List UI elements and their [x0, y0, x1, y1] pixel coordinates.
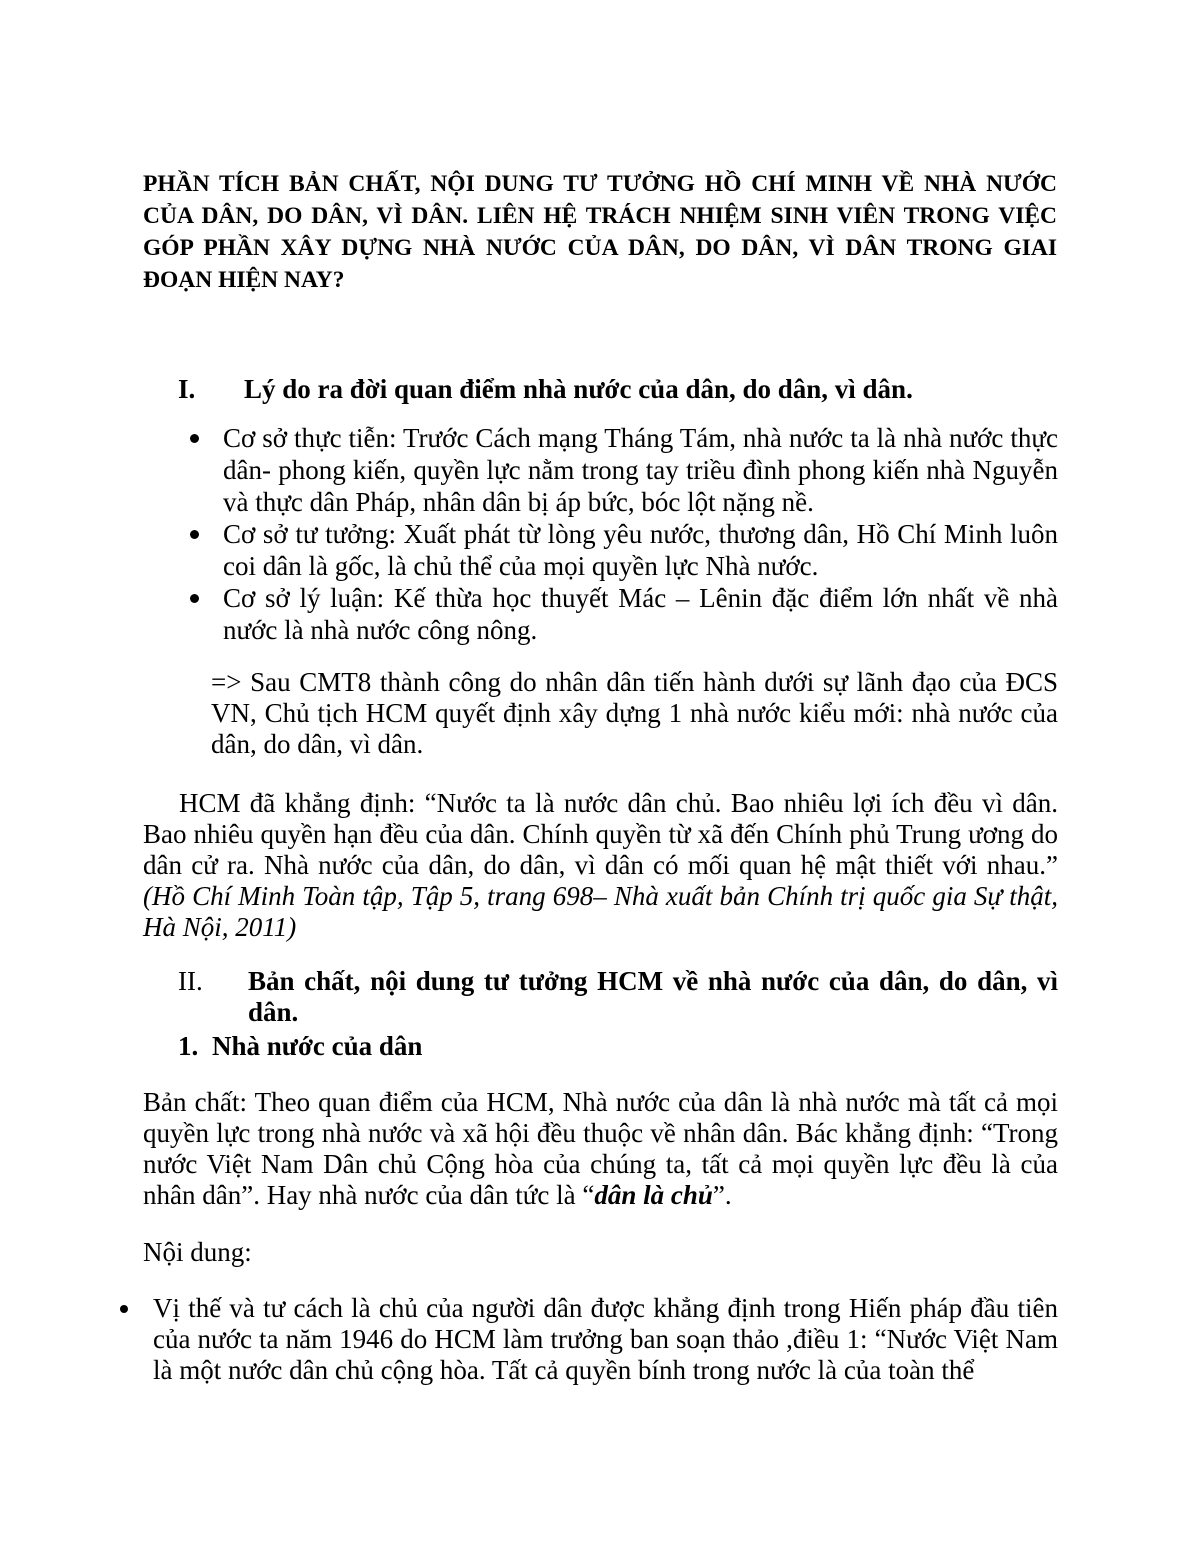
quote-paragraph	[143, 788, 1058, 943]
essence-text-end: ”.	[712, 1180, 732, 1210]
section-1-bullet-list	[223, 422, 1058, 646]
bullet-icon	[190, 530, 199, 539]
list-item	[223, 518, 1058, 582]
subsection-1-heading	[178, 1031, 1058, 1062]
essence-emphasis: dân là chủ	[594, 1180, 713, 1210]
bullet-icon	[190, 594, 199, 603]
essence-paragraph	[143, 1087, 1058, 1211]
list-item	[153, 1293, 1058, 1386]
section-2-title: Bản chất, nội dung tư tưởng HCM về nhà nước của dân, do dân, vì dân.	[248, 966, 1058, 1027]
bullet-text: Cơ sở lý luận: Kế thừa học thuyết Mác – Lênin đặc điểm lớn nhất về nhà nước là nhà nước công nông.	[223, 583, 1058, 645]
quote-text: HCM đã khẳng định: “Nước ta là nước dân chủ. Bao nhiêu lợi ích đều vì dân. Bao nhiêu quyền hạn đều của dân. Chính quyền từ xã đến Chính phủ Trung ương do dân cử ra. Nhà nước của dân, do dân, vì dân có mối quan hệ mật thiết với nhau.”	[143, 788, 1058, 880]
bullet-text: Cơ sở thực tiễn: Trước Cách mạng Tháng Tám, nhà nước ta là nhà nước thực dân- phong kiến, quyền lực nằm trong tay triều đình phong kiến nhà Nguyễn và thực dân Pháp, nhân dân bị áp bức, bóc lột nặng nề.	[223, 423, 1058, 517]
subsection-1-number: 1.	[178, 1031, 199, 1061]
list-item	[223, 582, 1058, 646]
bullet-text: Vị thế và tư cách là chủ của người dân được khẳng định trong Hiến pháp đầu tiên của nước ta năm 1946 do HCM làm trưởng ban soạn thảo ,điều 1: “Nước Việt Nam là một nước dân chủ cộng hòa. Tất cả quyền bính trong nước là của toàn thể	[153, 1293, 1058, 1385]
section-2-heading	[178, 966, 1058, 1028]
bullet-icon	[190, 434, 199, 443]
bullet-icon	[120, 1305, 128, 1313]
section-1-title: Lý do ra đời quan điểm nhà nước của dân, do dân, vì dân.	[244, 374, 913, 404]
conclusion-paragraph: => Sau CMT8 thành công do nhân dân tiến hành dưới sự lãnh đạo của ĐCS VN, Chủ tịch HCM quyết định xây dựng 1 nhà nước kiểu mới: nhà nước của dân, do dân, vì dân.	[211, 667, 1058, 759]
section-2-number: II.	[178, 966, 203, 996]
list-item	[223, 422, 1058, 518]
section-1-heading	[178, 374, 1058, 405]
citation: (Hồ Chí Minh Toàn tập, Tập 5, trang 698– Nhà xuất bản Chính trị quốc gia Sự thật, Hà Nội, 2011)	[143, 881, 1058, 942]
bullet-text: Cơ sở tư tưởng: Xuất phát từ lòng yêu nước, thương dân, Hồ Chí Minh luôn coi dân là gốc, là chủ thể của mọi quyền lực Nhà nước.	[223, 519, 1058, 581]
subsection-1-title: Nhà nước của dân	[212, 1031, 423, 1061]
content-label: Nội dung:	[143, 1237, 252, 1267]
section-1-number: I.	[178, 374, 196, 404]
document-title: PHẦN TÍCH BẢN CHẤT, NỘI DUNG TƯ TƯỞNG HỒ CHÍ MINH VỀ NHÀ NƯỚC CỦA DÂN, DO DÂN, VÌ DÂN. LIÊN HỆ TRÁCH NHIỆM SINH VIÊN TRONG VIỆC GÓP PHẦN XÂY DỰNG NHÀ NƯỚC CỦA DÂN, DO DÂN, VÌ DÂN TRONG GIAI ĐOẠN HIỆN NAY?	[143, 171, 1057, 293]
essence-text: Bản chất: Theo quan điểm của HCM, Nhà nước của dân là nhà nước mà tất cả mọi quyền lực trong nhà nước và xã hội đều thuộc về nhân dân. Bác khẳng định: “Trong nước Việt Nam Dân chủ Cộng hòa của chúng ta, tất cả mọi quyền lực đều là của nhân dân”. Hay nhà nước của dân tức là “	[143, 1087, 1058, 1210]
content-bullet-list	[153, 1293, 1058, 1386]
